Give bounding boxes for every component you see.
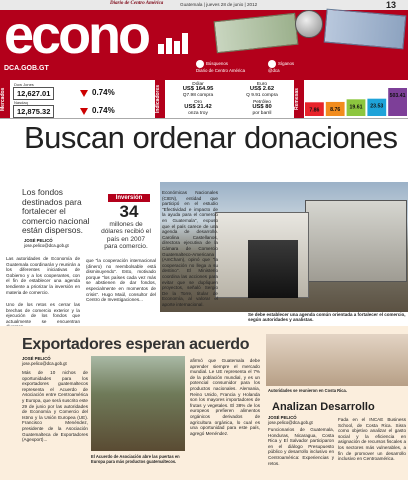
- social-facebook[interactable]: [196, 60, 245, 73]
- currency-value: US$ 21.42: [184, 104, 212, 111]
- facebook-icon: [196, 60, 204, 68]
- remittance-bar-label: 19.61: [349, 104, 363, 111]
- author-email[interactable]: jose.pelico@dca.gob.gt: [24, 243, 69, 248]
- byline: [24, 238, 94, 248]
- coin-image: [295, 10, 323, 38]
- investment-text: millones de dólares recibió el país en 2007 para comercio.: [101, 221, 151, 251]
- main-headline: Buscan ordenar donaciones: [24, 120, 398, 155]
- remittances-chart: [304, 82, 408, 116]
- story-body-col1: Las autoridades de Economía de Guatemala coordinarán y reunirán a los diferentes iniciativas de Gobierno y a los cooperantes, con el fin de establecer una agenda tendiente a priorizar la inversión en materia de comercio.: [6, 256, 80, 295]
- story-body-col1b: Uno de los retos es cerrar las brechas de comercio exterior y la ejecución de los fondos que actualmente se encuentran: [6, 302, 80, 324]
- currency-euro: [232, 82, 292, 98]
- headline-development: Analizan Desarrollo: [272, 401, 375, 413]
- social-sub: Diario de Centro América: [196, 68, 246, 73]
- byline: [22, 356, 88, 366]
- currency-gold: [168, 100, 228, 116]
- remittance-bar-label: 23.53: [370, 103, 384, 110]
- market-label: Nasdaq: [14, 100, 28, 105]
- market-pct: 0.74%: [92, 88, 115, 97]
- currency-oil: [232, 100, 292, 116]
- banknote-image-2: [324, 9, 407, 50]
- story-deck: Los fondos destinados para fortalecer el comercio nacional están dispersos.: [22, 187, 90, 236]
- market-pct: 0.74%: [92, 106, 115, 115]
- social-label: Búsquenos: [206, 61, 228, 67]
- currency-value: US$ 80: [252, 104, 272, 111]
- currency-sub: onza troy: [188, 110, 208, 116]
- social-twitter[interactable]: [268, 60, 294, 73]
- currency-name: Oro: [194, 100, 202, 105]
- market-label: Dow Jones: [14, 82, 34, 87]
- arrow-down-icon: [80, 90, 88, 97]
- date-line: Guatemala | jueves 28 de junio | 2012: [180, 2, 258, 7]
- remittance-bar-label: 7.86: [309, 107, 320, 114]
- website-url[interactable]: DCA.GOB.GT: [4, 65, 49, 72]
- social-label: Síganos: [278, 61, 295, 67]
- investment-number: 34: [119, 202, 139, 221]
- photo-caption: Se debe establecer una agenda común orientada a fortalecer el comercio, según autoridades y analistas.: [248, 312, 406, 323]
- story2-body-col2: afirmó que Guatemala debe aprender siempre el mercado mundial. Le UE representa el 7% de la población mundial, y es un potencial consumidor para los productos nacionales. Alemania, Reino Unido, Francia y Holanda son los mayores importadores de frutas y vegetales. El 38% de los europeos prefieren alimentos orgánicos derivados de agricultura orgánica, lo cual es una oportunidad para este país, agregó Menéndez.: [190, 358, 260, 436]
- currency-value: US$ 164.95: [182, 86, 214, 93]
- arrow-down-icon: [80, 108, 88, 115]
- story3-body-col1: Funcionarios de Guatemala, Honduras, Nicaragua, Costa Rica y El Salvador participaron en el diálogo Presupuesto público y desarrollo inclusivo en Centroamérica: Experiencias y retos.: [268, 427, 334, 466]
- bananas-photo: [91, 356, 185, 451]
- currency-name: Petróleo: [253, 100, 271, 105]
- twitter-icon: [268, 60, 276, 68]
- investment-box-label: Inversión: [108, 194, 150, 202]
- currency-sub: Q7.98 compra: [182, 92, 214, 98]
- author-email[interactable]: jose.pelico@dca.gob.gt: [22, 361, 67, 366]
- currency-value: US$ 2.62: [249, 86, 275, 93]
- story3-body-col2: Fada en el INCAE Business School, de Costa Rica. Sisra como objetivo analizar el gasto social y la eficiencia en asignación de recursos fiscales a los sectores más vulnerables, a fin de promover un desarrollo inclusivo en Centroamérica.: [338, 417, 406, 462]
- story2-body-col1: Más de 10 nichos de oportunidades para los exportadores guatemaltecos representa el Acuerdo de Asociación entre Centroamérica y Europa, que será suscrito este 29 de junio por las autoridades de Economía y Comercio del Istmo y la Unión Europea (UE). Francisco Menéndez, presidente de la Asociación Guatemalteca de Exportadores (Agexport)...: [22, 370, 88, 443]
- story-body-col2: que "la cooperación internacional (dinero) no reembolsable está disminuyendo". Esto, motivado porque "los países cada vez más se abstienen de dar fondos, especialmente en momentos de crisis". Hugo Maúl, consultor del Centro de Investigaciones...: [86, 258, 156, 303]
- author-email[interactable]: jose.pelico@dca.gob.gt: [268, 420, 313, 425]
- truck-trailer-image: [305, 200, 407, 282]
- tab-indicators: Indicadores: [155, 80, 165, 118]
- photo-caption: El Acuerdo de Asociación abre las puertas en Europa para más productos guatemaltecos.: [91, 454, 180, 464]
- page-number: 13: [386, 0, 397, 10]
- meeting-photo: [266, 334, 408, 386]
- byline: [268, 415, 334, 425]
- tab-remittances: Remesas: [294, 80, 304, 118]
- author-name: JOSÉ PELICÓ: [22, 356, 51, 361]
- tab-markets: Mercados: [0, 80, 10, 118]
- story-body-col3: Económicas Nacionales (CIEN), entidad que participó en el estudio "Efectividad e impacto de la ayuda para el comercio en Guatemala", expuso que el país carece de una agenda de desarrollo. Carolina Castellanos, directora ejecutiva de la Cámara de Comercio Guatemalteco-Americana (AmCham), opinó que "la cooperación no llega a su destino". El Ministerio coordina las acciones para evitar que se dupliquen proyectos, señaló Sergio De la Torre, titular de Economía, al valorar el aporte internacional.: [162, 190, 218, 307]
- bar-chart-icon: [156, 30, 196, 54]
- currency-name: Euro: [256, 82, 268, 87]
- truck-cab-image: [248, 240, 298, 298]
- author-name: JOSÉ PELICÓ: [24, 238, 53, 243]
- remittance-bar-label: 8.76: [330, 106, 341, 113]
- social-sub: @dca: [268, 68, 280, 73]
- headline-exporters: Exportadores esperan acuerdo: [22, 336, 250, 353]
- photo-caption: Autoridades se reunieron en Costa Rica.: [268, 388, 347, 393]
- remittance-bar-label: 503.41: [389, 93, 406, 99]
- author-name: JOSÉ PELICÓ: [268, 415, 297, 420]
- currency-name: Dólar: [192, 82, 204, 87]
- currency-sub: Q 9.91 compra: [246, 92, 278, 98]
- currency-sub: por barril: [252, 110, 272, 116]
- currency-dollar: [168, 82, 228, 98]
- section-logo: econo: [4, 5, 149, 65]
- market-value: 12,875.32: [13, 105, 54, 118]
- paper-name: Diario de Centro América: [110, 1, 164, 6]
- market-value: 12,627.01: [13, 87, 54, 100]
